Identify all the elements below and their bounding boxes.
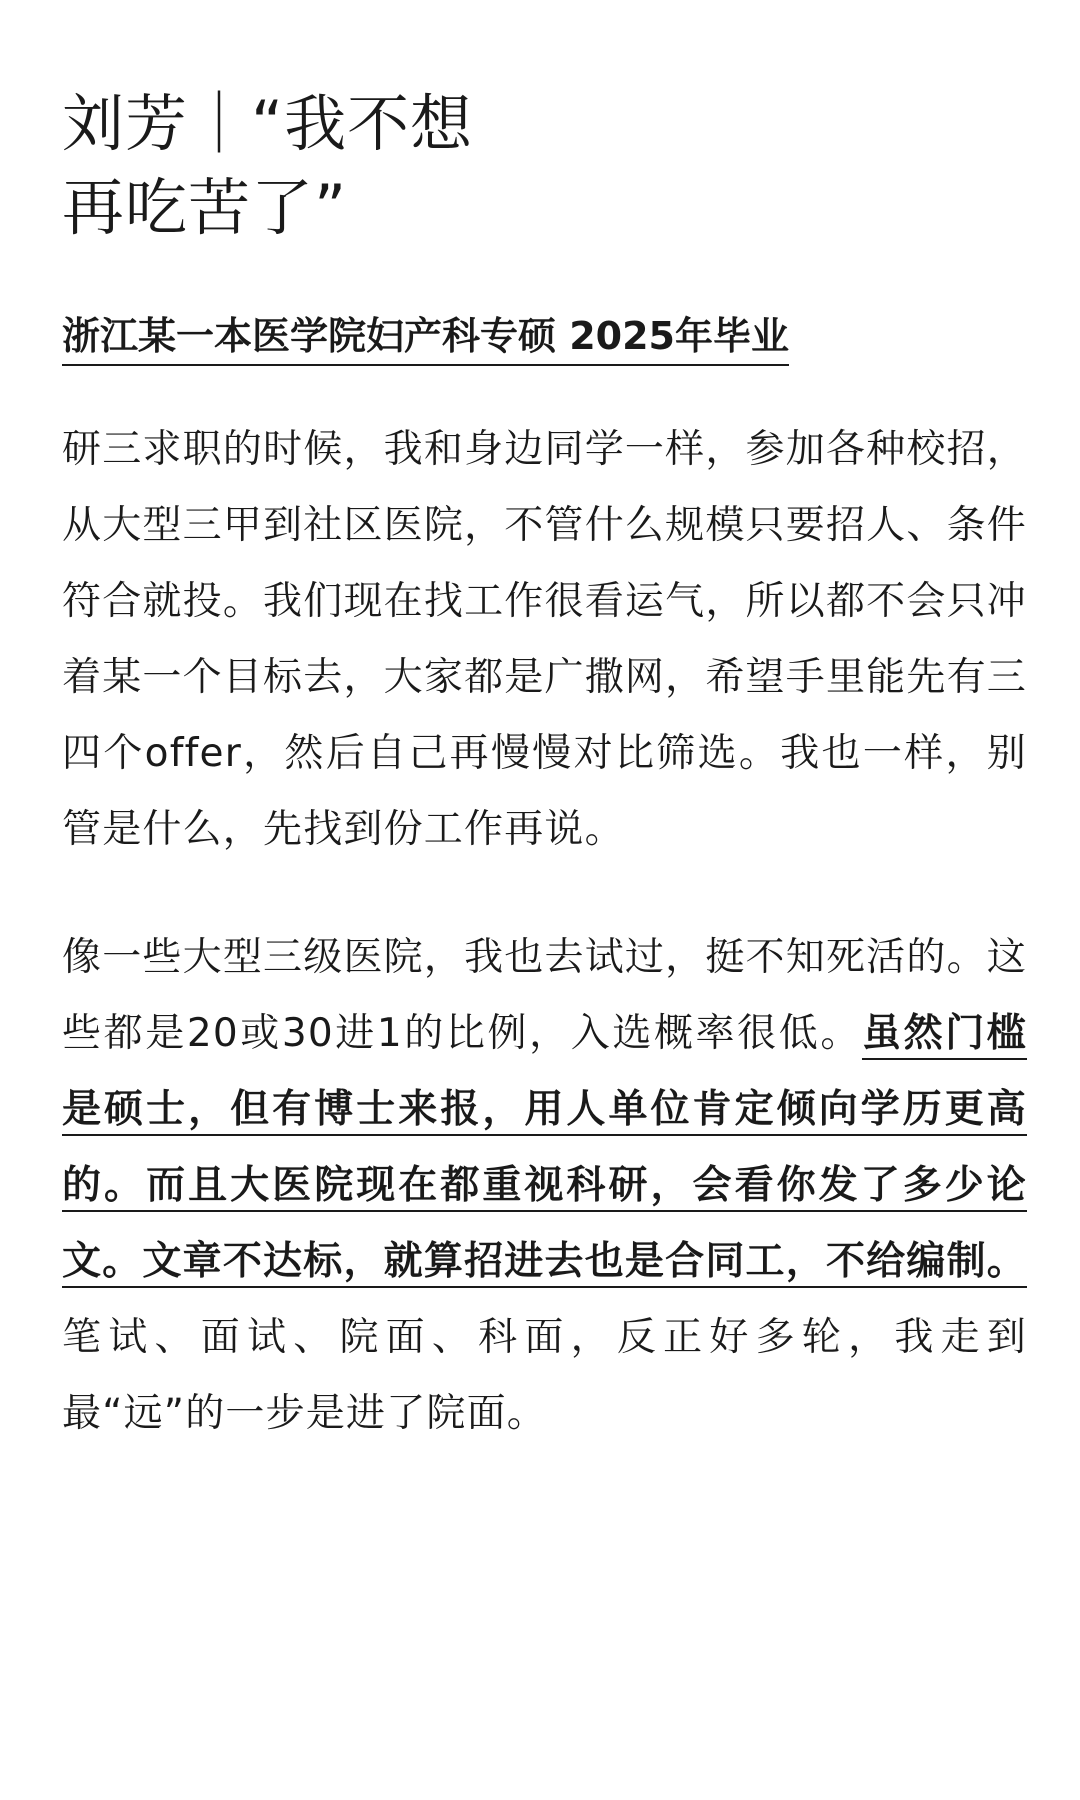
article-subtitle-wrap (62, 310, 1027, 366)
article (62, 0, 1027, 1452)
article-title (62, 0, 1027, 250)
paragraph-2-highlight: 虽然门槛是硕士，但有博士来报，用人单位肯定倾向学历更高的。而且大医院现在都重视科研，会看你发了多少论文。文章不达标，就算招进去也是合同工，不给编制。 (62, 1011, 1028, 1284)
article-title-line-1: 刘芳｜“我不想 (62, 87, 474, 160)
paragraph-2 (62, 920, 1027, 1452)
paragraph-1: 研三求职的时候，我和身边同学一样，参加各种校招，从大型三甲到社区医院，不管什么规模只要招人、条件符合就投。我们现在找工作很看运气，所以都不会只冲着某一个目标去，大家都是广撒网，希望手里能先有三四个offer，然后自己再慢慢对比筛选。我也一样，别管是什么，先找到份工作再说。 (62, 427, 1027, 852)
article-subtitle: 浙江某一本医学院妇产科专硕 2025年毕业 (62, 310, 789, 366)
article-title-line-2: 再吃苦了” (62, 171, 348, 244)
paragraph-2-intro: 像一些大型三级医院，我也去试过，挺不知死活的。这些都是20或30进1的比例，入选概率很低。 (62, 935, 1027, 1056)
paragraph-2-outro: 笔试、面试、院面、科面，反正好多轮，我走到最“远”的一步是进了院面。 (62, 1315, 1027, 1436)
